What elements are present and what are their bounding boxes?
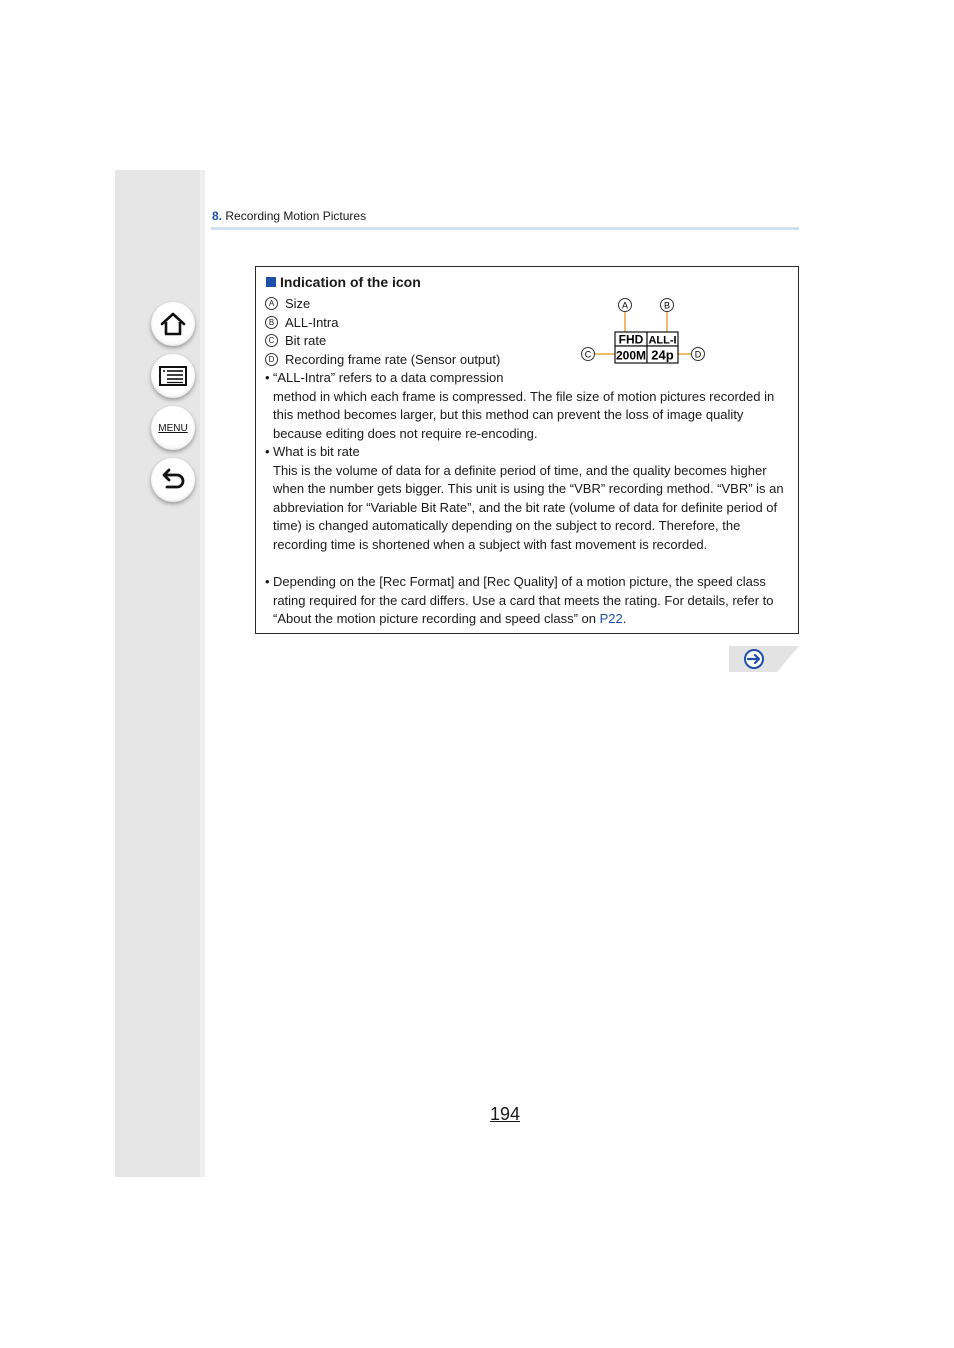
bullet-mark: •	[265, 574, 270, 589]
bullet-all-intra	[265, 369, 790, 443]
contents-button[interactable]	[151, 354, 195, 398]
framerate-label: 24p	[651, 347, 674, 363]
section-title	[266, 274, 421, 290]
circled-b-icon: B	[265, 316, 278, 329]
back-icon	[159, 467, 187, 493]
circled-a-icon: A	[265, 297, 278, 310]
bitrate-label: 200M	[615, 348, 647, 363]
sidebar-edge	[200, 170, 205, 1177]
bullet-mark: •	[265, 370, 270, 385]
bullet-text: This is the volume of data for a definite period of time, and the quality becomes higher when the number gets bigger. This unit is using the “VBR” recording method. “VBR” is an abbreviation for “Variable Bit Rate”, and the bit rate (volume of data for definite period of time) is changed automatically depending on the subject to record. Therefore, the recording time is shortened when a subject with fast movement is recorded.	[273, 462, 784, 552]
legend-item-size	[265, 296, 310, 311]
breadcrumb	[212, 209, 366, 223]
callout-a	[619, 299, 632, 312]
next-page-arrow-icon	[745, 650, 763, 668]
chapter-title: Recording Motion Pictures	[225, 209, 367, 223]
legend-item-all-intra	[265, 315, 338, 330]
bullet-text	[273, 573, 790, 629]
next-page-button[interactable]	[729, 646, 799, 672]
page-number: 194	[490, 1104, 521, 1124]
legend-item-frame-rate	[265, 352, 500, 367]
info-box	[255, 266, 799, 634]
bullet-first-line: “ALL-Intra” refers to a data compression	[273, 370, 504, 385]
bullet-bit-rate	[265, 443, 790, 554]
callout-c	[582, 348, 595, 361]
circled-d-icon: D	[265, 353, 278, 366]
chapter-number: 8.	[212, 209, 223, 223]
bullet-first-line: What is bit rate	[273, 444, 360, 459]
svg-text:C: C	[584, 349, 592, 360]
circled-c-icon: C	[265, 334, 278, 347]
bullet-text-end: .	[622, 611, 627, 626]
legend-label: Bit rate	[285, 333, 327, 348]
contents-list-icon	[158, 365, 188, 387]
bullet-speed-class	[265, 573, 790, 629]
header-rule	[211, 227, 799, 230]
callout-b	[661, 299, 674, 312]
svg-text:B: B	[663, 300, 671, 311]
back-button[interactable]	[151, 458, 195, 502]
bullet-mark: •	[265, 444, 270, 459]
bullet-text-body: Depending on the [Rec Format] and [Rec Quality] of a motion picture, the speed class rating required for the card differs. Use a card that meets the rating. For details, refer to “About the motion picture recording and speed class” on	[273, 574, 774, 626]
menu-icon: MENU	[158, 422, 188, 434]
home-button[interactable]	[151, 302, 195, 346]
callout-d	[692, 348, 705, 361]
svg-text:A: A	[621, 300, 629, 311]
size-label: FHD	[618, 332, 644, 347]
intra-label: ALL-I	[648, 334, 677, 347]
legend-item-bit-rate	[265, 333, 326, 348]
home-icon	[159, 311, 187, 337]
bullet-text: method in which each frame is compressed. The file size of motion pictures recorded in this method becomes larger, but this method can prevent the loss of image quality because editing does not require re-encoding.	[273, 388, 775, 441]
square-bullet-icon	[266, 277, 276, 287]
svg-text:D: D	[694, 349, 702, 360]
section-title-text: Indication of the icon	[280, 274, 421, 290]
recording-icon-diagram	[578, 295, 708, 367]
legend-label: ALL-Intra	[285, 315, 339, 330]
legend-label: Size	[285, 296, 311, 311]
page-link-p22[interactable]: P22	[599, 611, 623, 626]
menu-button[interactable]	[151, 406, 195, 450]
legend-label: Recording frame rate (Sensor output)	[285, 352, 501, 367]
